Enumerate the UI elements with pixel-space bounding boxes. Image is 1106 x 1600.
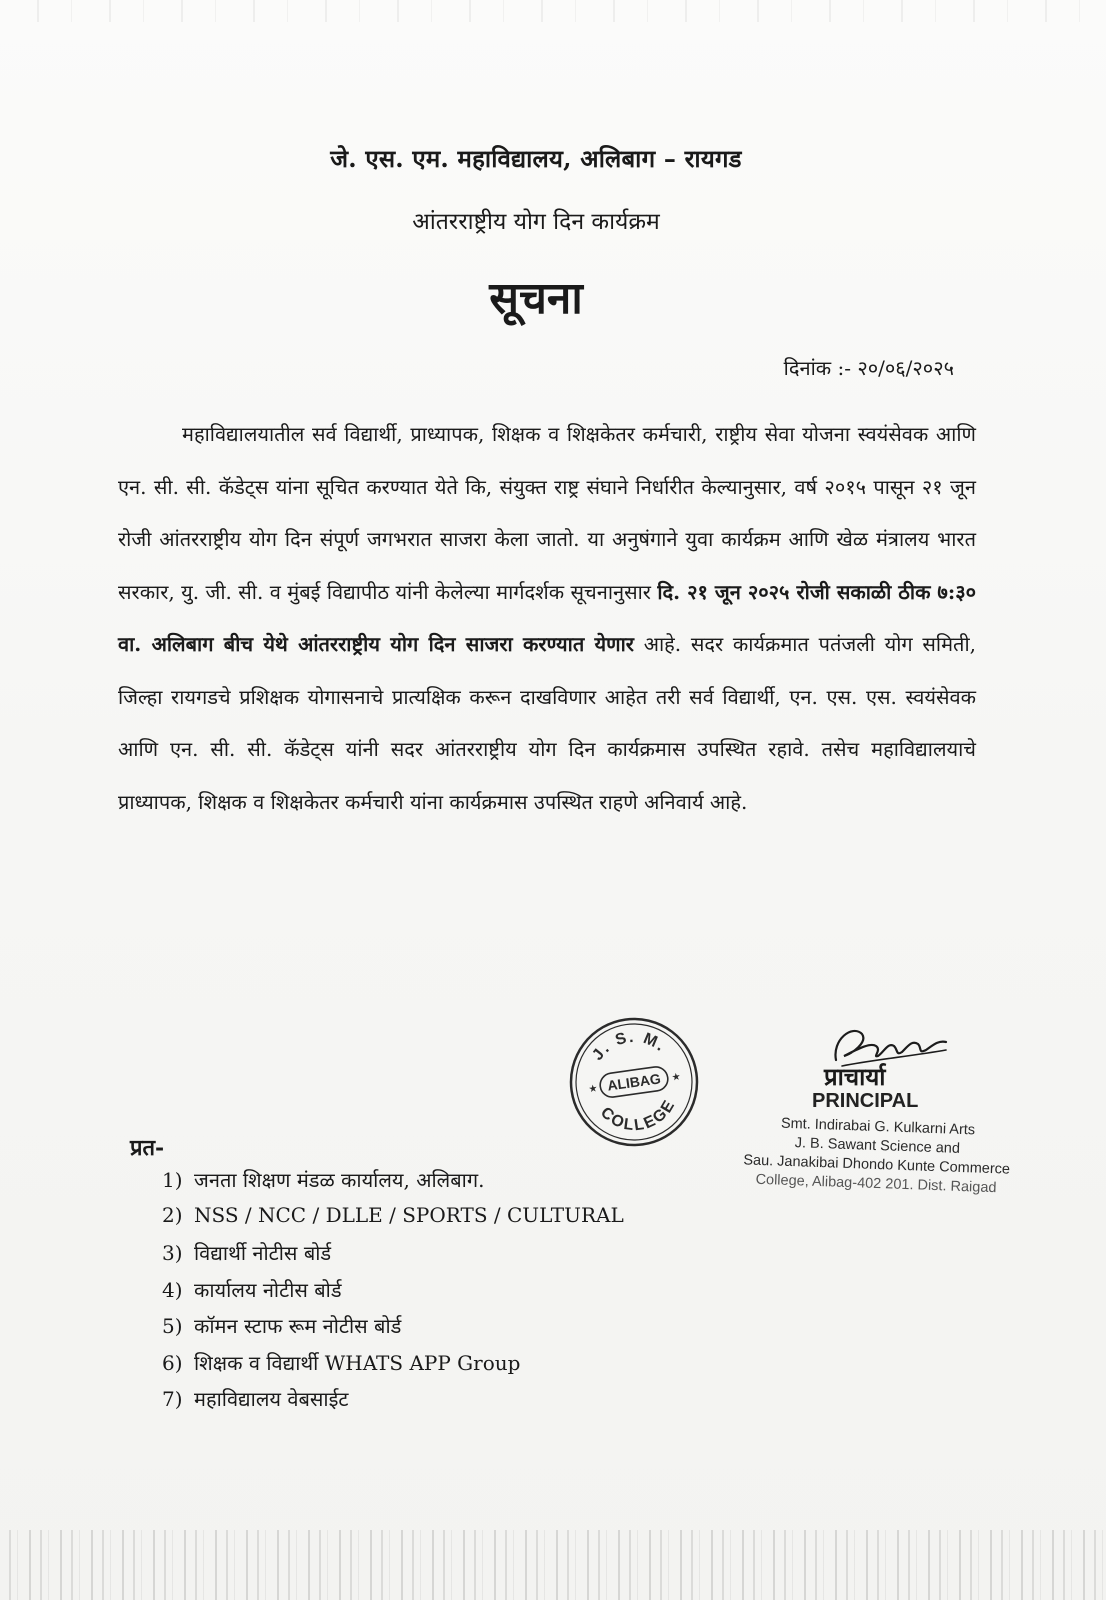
notice-date: दिनांक :- २०/०६/२०२५ [783, 356, 954, 380]
body-highlight: दि. २१ जून २०२५ रोजी सकाळी ठीक ७:३० वा. अलिबाग बीच येथे आंतरराष्ट्रीय योग दिन साजरा करण्यात येणार [118, 579, 976, 656]
list-item: 2) NSS / NCC / DLLE / SPORTS / CULTURAL [162, 1202, 624, 1227]
list-item: 1) जनता शिक्षण मंडळ कार्यालय, अलिबाग. [162, 1168, 485, 1192]
notice-body [118, 408, 976, 828]
institution-title: जे. एस. एम. महाविद्यालय, अलिबाग – रायगड [330, 144, 742, 173]
stamp-star-right-icon: ★ [671, 1071, 682, 1084]
copy-to-heading: प्रत- [130, 1135, 165, 1161]
principal-title-english: PRINCIPAL [812, 1090, 919, 1112]
scan-artifact-top [0, 0, 1106, 22]
principal-title-marathi: प्राचार्या [824, 1062, 886, 1091]
college-line-4: College, Alibag-402 201. Dist. Raigad [755, 1171, 997, 1197]
notice-heading: सूचना [489, 273, 583, 324]
body-intro: महाविद्यालयातील सर्व विद्यार्थी, प्राध्यापक, शिक्षक व शिक्षकेतर कर्मचारी, राष्ट्रीय सेवा योजना स्वयंसेवक आणि एन. सी. सी. कॅडेट्स यांना सूचित करण्यात येते कि, संयुक्त राष्ट्र संघाने निर्धारीत केल्यानुसार, वर्ष २०१५ पासून २१ जून रोजी आंतरराष्ट्रीय योग दिन संपूर्ण जगभरात साजरा केला जातो. या अनुषंगाने युवा कार्यक्रम आणि खेळ मंत्रालय भारत सरकार, यु. जी. सी. व मुंबई विद्यापीठ यांनी केलेल्या मार्गदर्शक सूचनानुसार [118, 422, 976, 604]
list-item: 6) शिक्षक व विद्यार्थी WHATS APP Group [162, 1350, 521, 1375]
stamp-center-text: ALIBAG [606, 1070, 662, 1094]
stamp-top-text: J. S. M. [589, 1028, 670, 1064]
svg-text:COLLEGE [595, 1094, 682, 1139]
college-line-2: J. B. Sawant Science and [794, 1135, 961, 1157]
copy-to-list [162, 1166, 624, 1422]
scan-artifact-bottom [0, 1530, 1106, 1600]
stamp-star-left-icon: ★ [587, 1083, 599, 1096]
list-item: 3) विद्यार्थी नोटीस बोर्ड [162, 1241, 332, 1265]
college-line-1: Smt. Indirabai G. Kulkarni Arts [780, 1115, 976, 1139]
list-item: 5) कॉमन स्टाफ रूम नोटीस बोर्ड [162, 1314, 402, 1338]
event-title: आंतरराष्ट्रीय योग दिन कार्यक्रम [412, 209, 660, 235]
principal-college-address [711, 1112, 1043, 1199]
college-line-3: Sau. Janakibai Dhondo Kunte Commerce [743, 1152, 1011, 1178]
body-outro: आहे. सदर कार्यक्रमात पतंजली योग समिती, जिल्हा रायगडचे प्रशिक्षक योगासनाचे प्रात्यक्षिक करून दाखविणार आहेत तरी सर्व विद्यार्थी, एन. एस. एस. स्वयंसेवक आणि एन. सी. सी. कॅडेट्स यांनी सदर आंतरराष्ट्रीय योग दिन कार्यक्रमास उपस्थित रहावे. तसेच महाविद्यालयाचे प्राध्यापक, शिक्षक व शिक्षकेतर कर्मचारी यांना कार्यक्रमास उपस्थित राहणे अनिवार्य आहे. [118, 632, 976, 814]
list-item: 7) महाविद्यालय वेबसाईट [162, 1387, 349, 1411]
list-item: 4) कार्यालय नोटीस बोर्ड [162, 1277, 342, 1302]
stamp-bottom-text: COLLEGE [596, 1096, 680, 1135]
college-seal-stamp [568, 1016, 700, 1148]
